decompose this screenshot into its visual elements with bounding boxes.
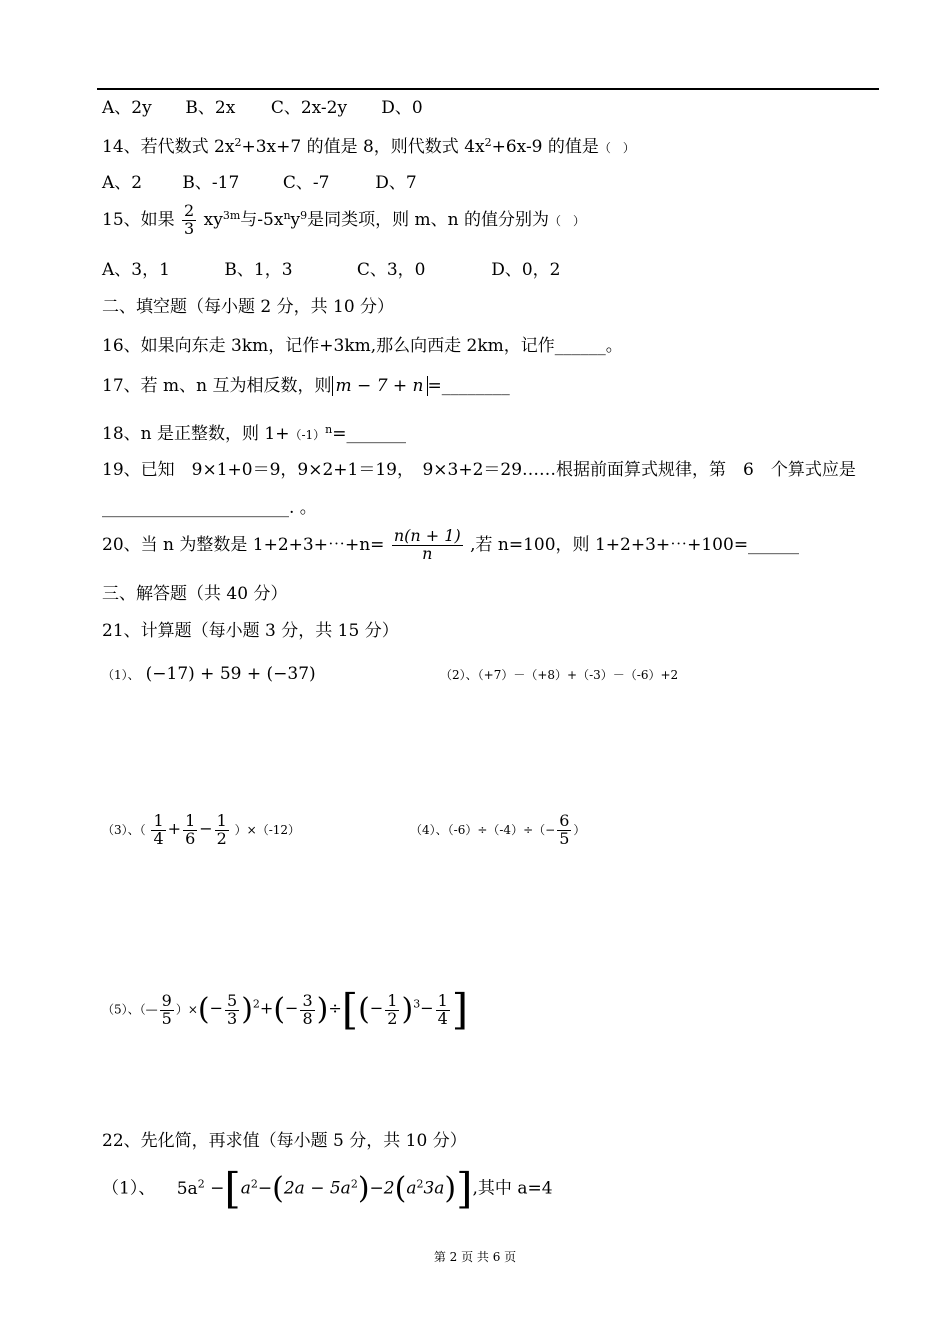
q13-options [102, 98, 423, 118]
option-d: D、0，2 [491, 260, 561, 280]
fraction: $\frac{1}{6}$ [185, 811, 196, 848]
fraction: $\frac{6}{5}$ [559, 811, 570, 848]
problem-21-4: （4）、（-6）÷（-4）÷（− $\frac{6}{5}$ ） [410, 811, 586, 848]
fraction: $\frac{9}{5}$ [161, 990, 172, 1028]
option-c: C、-7 [282, 173, 330, 193]
problem-21-1: （1）、 (−17) + 59 + (−37) [102, 664, 316, 684]
q15-options [102, 260, 560, 280]
problem-21-5: （5）、（— $\frac{9}{5}$ ）×(− $\frac{5}{3}$ )2+(− $\frac{3}{8}$ )÷[(− $\frac{1}{2}$ )3− $\frac{1}{4}$ ] [102, 985, 469, 1034]
question-19: 19、已知 9×1+0＝9，9×2+1＝19， 9×3+2＝29……根据前面算式规律，第 6 个算式应是 [102, 460, 856, 480]
question-19-blank: ______________________. 。 [102, 498, 317, 518]
fraction: $\frac{n(n + 1)}{n}$ [393, 526, 461, 563]
problem-21-3: （3）、（ $\frac{1}{4}$ + $\frac{1}{6}$ − $\frac{1}{2}$ ）×（-12） [102, 811, 301, 848]
option-a: A、2y [102, 98, 152, 118]
question-22-title: 22、先化简，再求值（每小题 5 分，共 10 分） [102, 1131, 467, 1151]
fraction: $\frac{3}{8}$ [302, 990, 313, 1028]
option-b: B、2x [185, 98, 236, 118]
option-b: B、1，3 [224, 260, 293, 280]
option-b: B、-17 [182, 173, 240, 193]
problem-21-2: （2）、（+7）－（+8）+（-3）－（-6）+2 [440, 668, 679, 682]
fraction: $\frac{1}{4}$ [153, 811, 164, 848]
question-14: 14、若代数式 $2x^2+3x+7$ 的值是 8，则代数式 $4x^2+6x-9$ 的值是（ ） [102, 136, 635, 157]
option-c: C、2x-2y [270, 98, 348, 118]
question-15: 15、如果 $\frac{2}{3}$ $xy^{3m}$与$-5x^ny^9$是同类项，则 m、n 的值分别为（ ） [102, 201, 586, 238]
fraction: $\frac{1}{4}$ [437, 990, 448, 1028]
question-21-title: 21、计算题（每小题 3 分，共 15 分） [102, 621, 399, 641]
fraction: $\frac{1}{2}$ [387, 990, 398, 1028]
option-d: D、0 [381, 98, 423, 118]
fraction: $\frac{5}{3}$ [227, 990, 238, 1028]
problem-22-1: （1）、 $5a^2 -[a^2-(2a - 5a^2)-2(a^23a)]$,其中 a=4 [102, 1164, 553, 1213]
page-footer: 第 2 页 共 6 页 [433, 1250, 517, 1264]
section-2-heading: 二、填空题（每小题 2 分，共 10 分） [102, 297, 395, 317]
question-17: 17、若 m、n 互为相反数，则 m − 7 + n =________ [102, 376, 510, 396]
fraction: $\frac{2}{3}$ [184, 201, 195, 238]
header-rule [97, 88, 879, 90]
section-3-heading: 三、解答题（共 40 分） [102, 584, 288, 604]
absolute-value: m − 7 + n [332, 376, 428, 396]
question-18: 18、n 是正整数，则 $1+(-1)^n=\_\_\_\_\_\_\_$ [102, 423, 406, 444]
option-a: A、3，1 [102, 260, 170, 280]
fraction: $\frac{1}{2}$ [216, 811, 227, 848]
option-d: D、7 [375, 173, 417, 193]
q14-options [102, 173, 417, 193]
question-16: 16、如果向东走 3km，记作+3km,那么向西走 2km，记作______。 [102, 336, 623, 356]
question-20: 20、当 n 为整数是 1+2+3+⋯+n= $\frac{n(n + 1)}{n}$ ,若 n=100，则 1+2+3+⋯+100=______ [102, 526, 800, 563]
option-a: A、2 [102, 173, 143, 193]
option-c: C、3，0 [356, 260, 426, 280]
